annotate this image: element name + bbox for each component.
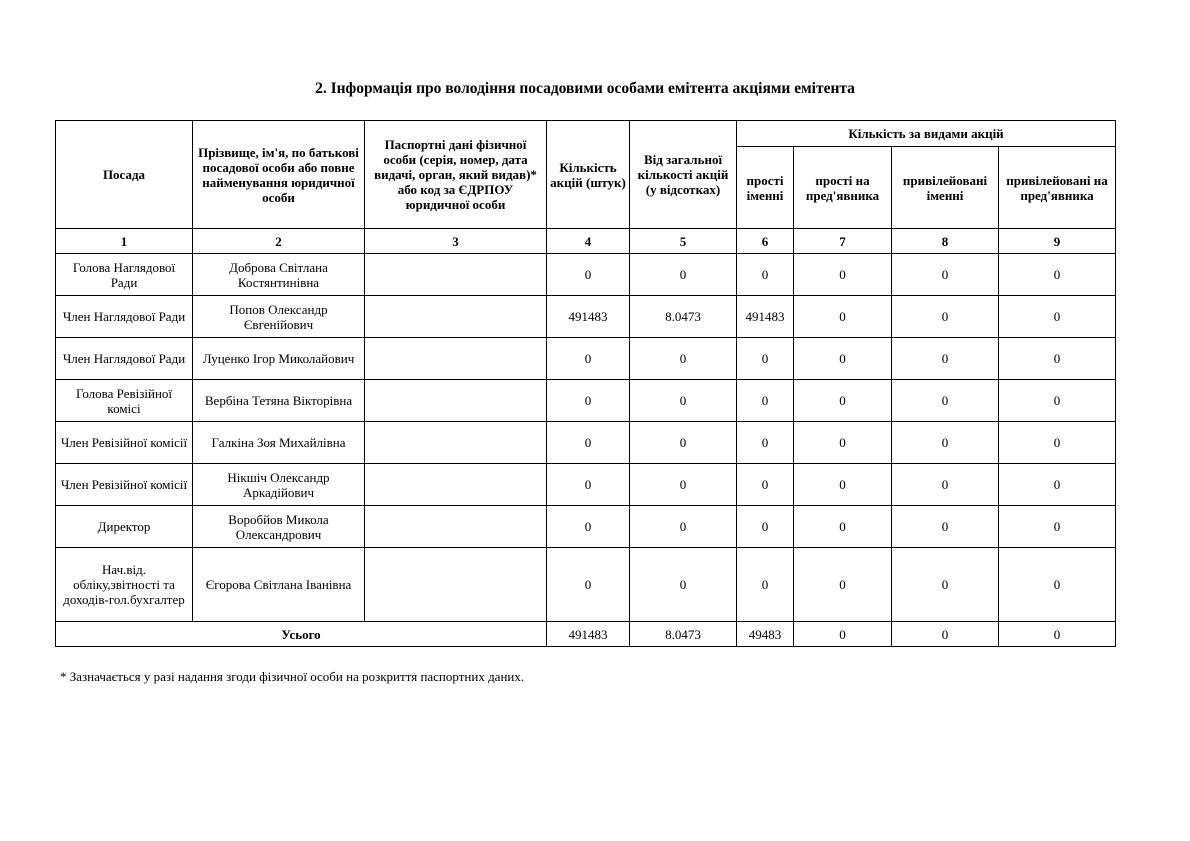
cell-percent: 0 <box>630 548 737 622</box>
cell-position: Член Ревізійної комісії <box>56 464 193 506</box>
cell-passport <box>365 422 547 464</box>
table-row <box>56 464 1116 506</box>
cell-name: Воробйов Микола Олександрович <box>193 506 365 548</box>
cell-position: Голова Ревізійної комісі <box>56 380 193 422</box>
footnote: * Зазначається у разі надання згоди фізичної особи на розкриття паспортних даних. <box>60 669 525 684</box>
cell-simple-bearer: 0 <box>794 296 892 338</box>
cell-percent: 8.0473 <box>630 296 737 338</box>
cell-name: Доброва Світлана Костянтинівна <box>193 254 365 296</box>
column-number: 8 <box>892 229 999 254</box>
cell-name: Попов Олександр Євгенійович <box>193 296 365 338</box>
cell-pref-bearer: 0 <box>999 422 1116 464</box>
header-pref-named: привілейовані іменні <box>892 147 999 229</box>
cell-pref-bearer: 0 <box>999 254 1116 296</box>
cell-pref-bearer: 0 <box>999 338 1116 380</box>
cell-quantity: 0 <box>547 506 630 548</box>
page-title: 2. Інформація про володіння посадовими особами емітента акціями емітента <box>315 80 855 97</box>
cell-quantity: 491483 <box>547 296 630 338</box>
cell-pref-bearer: 0 <box>999 548 1116 622</box>
column-number: 4 <box>547 229 630 254</box>
cell-position: Голова Наглядової Ради <box>56 254 193 296</box>
total-quantity: 491483 <box>547 622 630 647</box>
total-pref-bearer: 0 <box>999 622 1116 647</box>
cell-simple-named: 0 <box>737 464 794 506</box>
cell-simple-named: 0 <box>737 506 794 548</box>
cell-passport <box>365 506 547 548</box>
cell-quantity: 0 <box>547 422 630 464</box>
cell-simple-bearer: 0 <box>794 338 892 380</box>
cell-quantity: 0 <box>547 548 630 622</box>
cell-simple-named: 0 <box>737 254 794 296</box>
cell-passport <box>365 254 547 296</box>
cell-simple-bearer: 0 <box>794 548 892 622</box>
table-row <box>56 254 1116 296</box>
cell-passport <box>365 464 547 506</box>
cell-position: Нач.від. обліку,звітності та доходів-гол.бухгалтер <box>56 548 193 622</box>
table-row <box>56 548 1116 622</box>
cell-percent: 0 <box>630 254 737 296</box>
cell-pref-bearer: 0 <box>999 464 1116 506</box>
header-quantity: Кількість акцій (штук) <box>547 121 630 229</box>
cell-pref-bearer: 0 <box>999 296 1116 338</box>
cell-position: Член Ревізійної комісії <box>56 422 193 464</box>
column-number: 9 <box>999 229 1116 254</box>
cell-simple-named: 491483 <box>737 296 794 338</box>
cell-pref-named: 0 <box>892 380 999 422</box>
table-row <box>56 506 1116 548</box>
cell-position: Член Наглядової Ради <box>56 296 193 338</box>
cell-simple-bearer: 0 <box>794 464 892 506</box>
total-simple-named: 49483 <box>737 622 794 647</box>
cell-percent: 0 <box>630 506 737 548</box>
header-by-type: Кількість за видами акцій <box>737 121 1116 147</box>
column-number: 2 <box>193 229 365 254</box>
table-row <box>56 380 1116 422</box>
cell-name: Єгорова Світлана Іванівна <box>193 548 365 622</box>
total-pref-named: 0 <box>892 622 999 647</box>
cell-name: Галкіна Зоя Михайлівна <box>193 422 365 464</box>
cell-passport <box>365 548 547 622</box>
cell-pref-bearer: 0 <box>999 506 1116 548</box>
column-number: 1 <box>56 229 193 254</box>
cell-percent: 0 <box>630 380 737 422</box>
header-name: Прізвище, ім'я, по батькові посадової особи або повне найменування юридичної особи <box>193 121 365 229</box>
cell-simple-named: 0 <box>737 338 794 380</box>
cell-pref-named: 0 <box>892 506 999 548</box>
total-simple-bearer: 0 <box>794 622 892 647</box>
column-number-row <box>56 229 1116 254</box>
cell-simple-bearer: 0 <box>794 422 892 464</box>
cell-pref-named: 0 <box>892 548 999 622</box>
cell-passport <box>365 296 547 338</box>
cell-simple-named: 0 <box>737 548 794 622</box>
cell-passport <box>365 380 547 422</box>
cell-quantity: 0 <box>547 338 630 380</box>
header-position: Посада <box>56 121 193 229</box>
cell-quantity: 0 <box>547 380 630 422</box>
header-percent: Від загальної кількості акцій (у відсотках) <box>630 121 737 229</box>
header-pref-bearer: привілейовані на пред'явника <box>999 147 1116 229</box>
cell-quantity: 0 <box>547 464 630 506</box>
cell-simple-bearer: 0 <box>794 506 892 548</box>
table-row <box>56 422 1116 464</box>
cell-passport <box>365 338 547 380</box>
column-number: 6 <box>737 229 794 254</box>
header-simple-bearer: прості на пред'явника <box>794 147 892 229</box>
header-simple-named: прості іменні <box>737 147 794 229</box>
total-row <box>56 622 1116 647</box>
table-row <box>56 338 1116 380</box>
cell-percent: 0 <box>630 338 737 380</box>
cell-pref-named: 0 <box>892 296 999 338</box>
cell-percent: 0 <box>630 464 737 506</box>
column-number: 5 <box>630 229 737 254</box>
cell-simple-named: 0 <box>737 380 794 422</box>
cell-pref-named: 0 <box>892 338 999 380</box>
cell-simple-named: 0 <box>737 422 794 464</box>
cell-pref-named: 0 <box>892 422 999 464</box>
cell-quantity: 0 <box>547 254 630 296</box>
cell-pref-bearer: 0 <box>999 380 1116 422</box>
cell-position: Директор <box>56 506 193 548</box>
cell-pref-named: 0 <box>892 464 999 506</box>
cell-name: Нікшіч Олександр Аркадійович <box>193 464 365 506</box>
cell-percent: 0 <box>630 422 737 464</box>
total-percent: 8.0473 <box>630 622 737 647</box>
cell-position: Член Наглядової Ради <box>56 338 193 380</box>
cell-pref-named: 0 <box>892 254 999 296</box>
column-number: 3 <box>365 229 547 254</box>
table-row <box>56 296 1116 338</box>
cell-name: Вербіна Тетяна Вікторівна <box>193 380 365 422</box>
officers-shares-table <box>55 120 1116 647</box>
header-passport: Паспортні дані фізичної особи (серія, номер, дата видачі, орган, який видав)* або код за ЄДРПОУ юридичної особи <box>365 121 547 229</box>
cell-name: Луценко Ігор Миколайович <box>193 338 365 380</box>
cell-simple-bearer: 0 <box>794 380 892 422</box>
cell-simple-bearer: 0 <box>794 254 892 296</box>
column-number: 7 <box>794 229 892 254</box>
total-label: Усього <box>56 622 547 647</box>
